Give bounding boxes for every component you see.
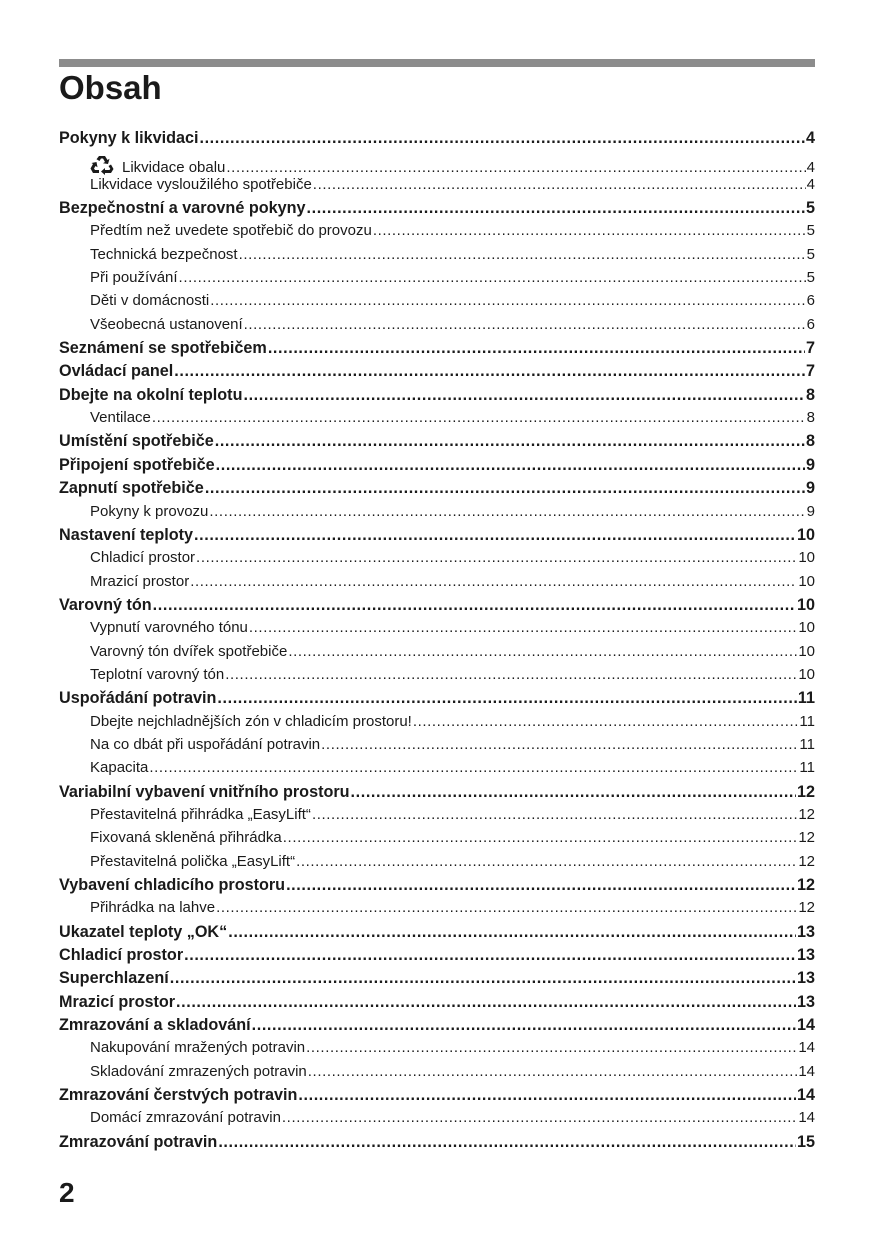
toc-page-number: 5 [806, 269, 815, 287]
toc-entry-label [59, 456, 215, 475]
toc-page-number: 5 [806, 245, 815, 263]
toc-entry[interactable] [59, 689, 815, 712]
toc-page-number: 8 [805, 385, 815, 404]
toc-entry-text: Varovný tón [59, 595, 152, 614]
dot-leader [184, 946, 796, 965]
toc-entry-text: Umístění spotřebiče [59, 432, 214, 451]
toc-entry-label [59, 689, 216, 708]
toc-entry-label [59, 923, 227, 942]
toc-entry-label [59, 339, 267, 358]
toc-page-number: 9 [805, 455, 815, 474]
toc-page-number: 13 [796, 922, 815, 941]
toc-subentry[interactable] [59, 316, 815, 339]
toc-entry-text: Bezpečnostní a varovné pokyny [59, 199, 306, 218]
dot-leader [244, 316, 806, 333]
toc-entry[interactable] [59, 1016, 815, 1039]
dot-leader [196, 549, 797, 566]
toc-entry-text: Mrazicí prostor [59, 992, 176, 1011]
dot-leader [190, 573, 797, 590]
toc-entry-label [59, 969, 169, 988]
dot-leader [239, 246, 806, 263]
toc-entry-label [90, 666, 224, 683]
toc-entry-text: Vybavení chladicího prostoru [59, 876, 286, 894]
page-title: Obsah [59, 69, 162, 106]
dot-leader [216, 899, 797, 916]
toc-page-number: 11 [799, 759, 815, 777]
toc-entry-text: Všeobecná ustanovení [90, 315, 243, 333]
toc-page-number: 10 [798, 665, 815, 683]
toc-entry-label [59, 362, 173, 381]
toc-entry-label [90, 829, 282, 846]
dot-leader [199, 129, 805, 148]
toc-entry-label [90, 176, 312, 193]
toc-entry-text: Chladicí prostor [90, 549, 196, 567]
toc-page-number: 10 [798, 619, 815, 637]
toc-page-number: 8 [806, 409, 815, 427]
dot-leader [296, 853, 797, 870]
dot-leader [288, 643, 797, 660]
toc-entry-label [59, 386, 242, 405]
toc-subentry[interactable] [59, 1063, 815, 1086]
dot-leader [286, 876, 796, 895]
toc-entry-text: Uspořádání potravin [59, 689, 217, 708]
toc-entry[interactable] [59, 783, 815, 806]
dot-leader [282, 1109, 797, 1126]
toc-entry-label [59, 432, 214, 451]
dot-leader [153, 596, 796, 615]
dot-leader [176, 993, 796, 1012]
toc-entry-label [90, 549, 195, 566]
toc-page-number: 10 [798, 572, 815, 590]
toc-entry-text: Seznámení se spotřebičem [59, 339, 267, 358]
toc-entry-label [59, 129, 198, 148]
toc-page-number: 12 [798, 805, 815, 823]
toc-entry-text: Fixovaná skleněná přihrádka [90, 829, 282, 847]
toc-page-number: 14 [798, 1062, 815, 1080]
dot-leader [307, 199, 805, 218]
toc-page-number: 4 [806, 159, 815, 176]
toc-entry-label [90, 713, 412, 730]
toc-entry-label [59, 1133, 217, 1152]
toc-entry-label [90, 222, 372, 239]
dot-leader [243, 386, 805, 405]
toc-page-number: 6 [806, 292, 815, 310]
toc-page-number: 13 [796, 992, 815, 1011]
toc-page-number: 12 [798, 829, 815, 847]
toc-subentry[interactable] [59, 503, 815, 526]
toc-entry[interactable] [59, 876, 815, 899]
dot-leader [170, 969, 796, 988]
toc-entry-label [59, 876, 285, 895]
toc-subentry[interactable] [59, 549, 815, 572]
toc-entry-text: Ukazatel teploty „OK“ [59, 922, 228, 941]
toc-entry-text: Variabilní vybavení vnitřního prostoru [59, 782, 350, 801]
toc-page-number: 10 [798, 642, 815, 660]
toc-subentry[interactable] [59, 152, 815, 175]
dot-leader [298, 1086, 796, 1105]
toc-entry-text: Ventilace [90, 409, 151, 427]
toc-subentry[interactable] [59, 269, 815, 292]
toc-subentry[interactable] [59, 619, 815, 642]
dot-leader [225, 666, 797, 683]
toc-entry[interactable] [59, 479, 815, 502]
toc-page-number: 8 [805, 432, 815, 451]
toc-page-number: 9 [805, 479, 815, 498]
toc-entry-text: Přestavitelná polička „EasyLift“ [90, 852, 296, 870]
dot-leader [308, 1063, 798, 1080]
toc-subentry[interactable] [59, 666, 815, 689]
toc-entry-label [90, 1109, 281, 1126]
dot-leader [174, 362, 805, 381]
toc-entry-text: Přihrádka na lahve [90, 899, 216, 917]
toc-page-number: 11 [799, 712, 815, 730]
toc-entry-text: Kapacita [90, 759, 149, 777]
table-of-contents [59, 129, 815, 1156]
toc-page-number: 14 [796, 1086, 815, 1105]
dot-leader [217, 689, 796, 708]
toc-entry[interactable] [59, 596, 815, 619]
toc-page-number: 6 [806, 315, 815, 333]
toc-entry-text: Zmrazování čerstvých potravin [59, 1086, 298, 1105]
toc-subentry[interactable] [59, 176, 815, 199]
toc-entry-label [90, 316, 243, 333]
toc-entry-label [90, 1063, 307, 1080]
toc-page-number: 12 [798, 899, 815, 917]
toc-entry-label [59, 526, 193, 545]
dot-leader [321, 736, 798, 753]
toc-page-number: 4 [805, 129, 815, 147]
toc-entry-text: Skladování zmrazených potravin [90, 1062, 307, 1080]
toc-entry-text: Varovný tón dvířek spotřebiče [90, 642, 288, 660]
dot-leader [252, 1016, 796, 1035]
toc-page-number: 11 [797, 689, 815, 708]
toc-entry-text: Superchlazení [59, 969, 169, 988]
toc-page-number: 5 [806, 222, 815, 240]
toc-page-number: 14 [796, 1016, 815, 1035]
toc-entry-text: Teplotní varovný tón [90, 665, 225, 683]
toc-entry-label [90, 152, 225, 175]
top-rule [59, 59, 815, 67]
toc-page-number: 12 [798, 852, 815, 870]
toc-entry-text: Zmrazování a skladování [59, 1016, 251, 1035]
toc-subentry[interactable] [59, 1039, 815, 1062]
toc-subentry[interactable] [59, 292, 815, 315]
dot-leader [312, 806, 797, 823]
toc-entry-label [59, 783, 350, 802]
toc-entry-text: Zmrazování potravin [59, 1132, 218, 1151]
dot-leader [179, 269, 806, 286]
toc-entry[interactable] [59, 386, 815, 409]
toc-entry-text: Likvidace vysloužilého spotřebiče [90, 175, 312, 193]
toc-entry-text: Dbejte na okolní teplotu [59, 385, 243, 404]
dot-leader [306, 1039, 797, 1056]
toc-entry[interactable] [59, 923, 815, 946]
toc-subentry[interactable] [59, 899, 815, 922]
toc-page-number: 5 [805, 199, 815, 218]
toc-page-number: 13 [796, 946, 815, 965]
toc-subentry[interactable] [59, 736, 815, 759]
toc-entry-text: Mrazicí prostor [90, 572, 190, 590]
toc-entry-text: Technická bezpečnost [90, 245, 238, 263]
toc-subentry[interactable] [59, 1109, 815, 1132]
toc-entry-text: Nakupování mražených potravin [90, 1039, 306, 1057]
toc-entry-label [90, 1039, 305, 1056]
toc-page-number: 10 [798, 549, 815, 567]
toc-subentry[interactable] [59, 806, 815, 829]
toc-entry-label [90, 899, 215, 916]
toc-page-number: 10 [796, 595, 815, 614]
toc-entry[interactable] [59, 1086, 815, 1109]
toc-entry[interactable] [59, 456, 815, 479]
dot-leader [351, 783, 796, 802]
toc-entry[interactable] [59, 993, 815, 1016]
toc-entry[interactable] [59, 969, 815, 992]
toc-entry-text: Připojení spotřebiče [59, 455, 215, 474]
toc-subentry[interactable] [59, 713, 815, 736]
toc-entry-label [90, 643, 287, 660]
toc-entry-text: Při používání [90, 269, 178, 287]
toc-page-number: 13 [796, 969, 815, 988]
toc-entry-label [90, 409, 151, 426]
toc-entry[interactable] [59, 362, 815, 385]
toc-subentry[interactable] [59, 853, 815, 876]
dot-leader [194, 526, 796, 545]
toc-entry[interactable] [59, 199, 815, 222]
toc-entry-text: Nastavení teploty [59, 525, 194, 544]
toc-entry[interactable] [59, 339, 815, 362]
toc-entry-label [90, 736, 320, 753]
toc-entry-label [59, 993, 175, 1012]
toc-entry-text: Děti v domácnosti [90, 292, 210, 310]
dot-leader [149, 759, 798, 776]
toc-entry-text: Vypnutí varovného tónu [90, 619, 248, 637]
toc-subentry[interactable] [59, 409, 815, 432]
toc-entry[interactable] [59, 946, 815, 969]
toc-entry[interactable] [59, 129, 815, 152]
toc-entry-label [90, 269, 178, 286]
toc-entry-label [59, 1016, 251, 1035]
toc-subentry[interactable] [59, 643, 815, 666]
toc-entry-label [59, 596, 152, 615]
toc-page-number: 4 [806, 175, 815, 193]
toc-entry-label [59, 1086, 297, 1105]
toc-subentry[interactable] [59, 246, 815, 269]
dot-leader [209, 503, 805, 520]
toc-entry-text: Předtím než uvedete spotřebič do provozu [90, 222, 372, 240]
toc-entry-text: Přestavitelná přihrádka „EasyLift“ [90, 805, 311, 823]
toc-entry-label [90, 573, 189, 590]
toc-page-number: 10 [796, 525, 815, 544]
toc-entry-label [90, 503, 208, 520]
toc-subentry[interactable] [59, 222, 815, 245]
toc-entry-text: Pokyny k provozu [90, 502, 209, 520]
dot-leader [226, 159, 805, 175]
toc-entry-label [90, 292, 209, 309]
dot-leader [413, 713, 799, 730]
toc-page-number: 12 [796, 876, 815, 894]
toc-entry-text: Domácí zmrazování potravin [90, 1109, 281, 1127]
page-number: 2 [59, 1177, 75, 1208]
dot-leader [205, 479, 805, 498]
dot-leader [216, 456, 805, 475]
toc-page-number: 7 [805, 362, 815, 381]
dot-leader [313, 176, 806, 193]
toc-subentry[interactable] [59, 759, 815, 782]
toc-entry-label [90, 246, 238, 263]
toc-entry-text: Likvidace obalu [122, 159, 226, 176]
toc-entry-label [90, 853, 295, 870]
dot-leader [373, 222, 806, 239]
dot-leader [152, 409, 806, 426]
toc-entry-label [59, 199, 306, 218]
toc-entry-text: Na co dbát při uspořádání potravin [90, 735, 321, 753]
dot-leader [218, 1133, 796, 1152]
toc-entry[interactable] [59, 432, 815, 455]
toc-page-number: 7 [805, 339, 815, 358]
toc-page-number: 15 [796, 1132, 815, 1151]
toc-entry-text: Chladicí prostor [59, 946, 184, 965]
dot-leader [283, 829, 798, 846]
toc-entry[interactable] [59, 1133, 815, 1156]
toc-page-number: 11 [799, 735, 815, 753]
toc-page-number: 12 [796, 782, 815, 801]
dot-leader [249, 619, 797, 636]
toc-entry-text: Ovládací panel [59, 362, 174, 381]
toc-entry-text: Zapnutí spotřebiče [59, 479, 204, 498]
toc-entry-text: Dbejte nejchladnějších zón v chladicím prostoru! [90, 712, 412, 730]
toc-page-number: 14 [798, 1109, 815, 1127]
toc-entry-label [90, 619, 248, 636]
toc-entry-label [59, 946, 183, 965]
toc-entry-label [90, 806, 311, 823]
toc-entry-label [90, 759, 148, 776]
recycle-icon [90, 155, 114, 175]
toc-entry-text: Pokyny k likvidaci [59, 129, 199, 147]
toc-subentry[interactable] [59, 573, 815, 596]
dot-leader [228, 923, 796, 942]
toc-page-number: 14 [798, 1039, 815, 1057]
toc-page-number: 9 [806, 502, 815, 520]
dot-leader [210, 292, 805, 309]
dot-leader [268, 339, 805, 358]
dot-leader [215, 432, 805, 451]
toc-entry-label [59, 479, 204, 498]
toc-subentry[interactable] [59, 829, 815, 852]
toc-entry[interactable] [59, 526, 815, 549]
